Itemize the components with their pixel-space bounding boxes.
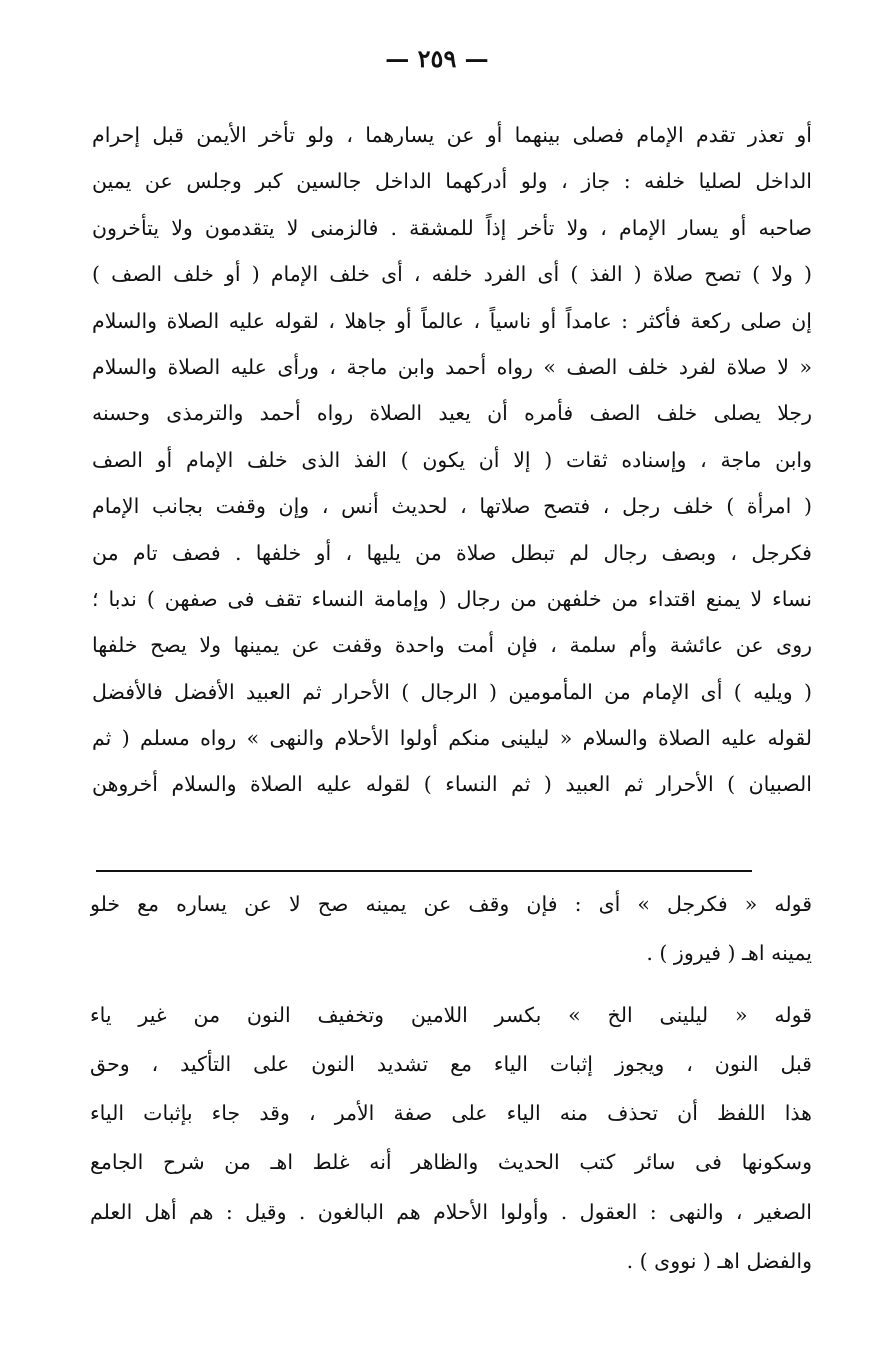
main-text-line: ( امرأة ) خلف رجل ، فتصح صلاتها ، لحديث أنس ، وإن وقفت بجانب الإمام: [92, 494, 812, 519]
main-text-line: لقوله عليه الصلاة والسلام « ليلينى منكم أولوا الأحلام والنهى » رواه مسلم ( ثم: [92, 726, 812, 751]
footnote-2-line: قبل النون ، ويجوز إثبات الياء مع تشديد النون على التأكيد ، وحق: [90, 1051, 812, 1076]
footnotes-block: [90, 880, 812, 1286]
main-text-line: فكرجل ، وبصف رجال لم تبطل صلاة من يليها ، أو خلفها . فصف تام من: [92, 540, 812, 565]
main-text-line: روى عن عائشة وأم سلمة ، فإن أمت واحدة وقفت عن يمينها ولا يصح خلفها: [92, 633, 812, 658]
main-text-line: أو تعذر تقدم الإمام فصلى بينهما أو عن يسارهما ، ولو تأخر الأيمن قبل إحرام: [92, 123, 812, 147]
footnote-2-line: الصغير ، والنهى : العقول . وأولوا الأحلام هم البالغون . وقيل : هم أهل العلم: [90, 1199, 812, 1224]
main-text-line: « لا صلاة لفرد خلف الصف » رواه أحمد وابن ماجة ، ورأى عليه الصلاة والسلام: [92, 354, 812, 379]
page-number: — ٢٥٩ —: [385, 44, 489, 73]
main-text-line: ( ولا ) تصح صلاة ( الفذ ) أى الفرد خلفه ، أى خلف الإمام ( أو خلف الصف ): [92, 262, 812, 287]
footnote-1-line: يمينه اهـ ( فيروز ) .: [646, 941, 812, 966]
main-text-line: وابن ماجة ، وإسناده ثقات ( إلا أن يكون ) الفذ الذى خلف الإمام أو الصف: [92, 447, 812, 472]
footnote-2-line: وسكونها فى سائر كتب الحديث والظاهر أنه غلط اهـ من شرح الجامع: [90, 1150, 812, 1175]
footnote-2-line: قوله « ليلينى الخ » بكسر اللامين وتخفيف النون من غير ياء: [90, 1002, 812, 1027]
main-text-line: إن صلى ركعة فأكثر : عامداً أو ناسياً ، عالماً أو جاهلا ، لقوله عليه الصلاة والسلام: [92, 308, 812, 333]
main-text-line: صاحبه أو يسار الإمام ، ولا تأخر إذاً للمشقة . فالزمنى لا يتقدمون ولا يتأخرون: [92, 215, 812, 240]
main-text-block: [92, 112, 812, 808]
main-text-line: الصبيان ) الأحرار ثم العبيد ( ثم النساء ) لقوله عليه الصلاة والسلام أخروهن: [92, 772, 812, 797]
footnote-1-line: قوله « فكرجل » أى : فإن وقف عن يمينه صح لا عن يساره مع خلو: [90, 892, 812, 916]
main-text-line: الداخل لصليا خلفه : جاز ، ولو أدركهما الداخل جالسين كبر وجلس عن يمين: [92, 169, 812, 194]
footnote-divider: [96, 870, 752, 872]
footnote-2-line: هذا اللفظ أن تحذف منه الياء على صفة الأمر ، وقد جاء بإثبات الياء: [90, 1101, 812, 1126]
main-text-line: رجلا يصلى خلف الصف فأمره أن يعيد الصلاة رواه أحمد والترمذى وحسنه: [92, 401, 812, 426]
main-text-line: ( ويليه ) أى الإمام من المأمومين ( الرجال ) الأحرار ثم العبيد الأفضل فالأفضل: [92, 679, 812, 704]
footnote-2-line: والفضل اهـ ( نووى ) .: [626, 1249, 812, 1274]
main-text-line: نساء لا يمنع اقتداء من خلفهن من رجال ( وإمامة النساء تقف فى صفهن ) ندبا ؛: [92, 586, 812, 611]
